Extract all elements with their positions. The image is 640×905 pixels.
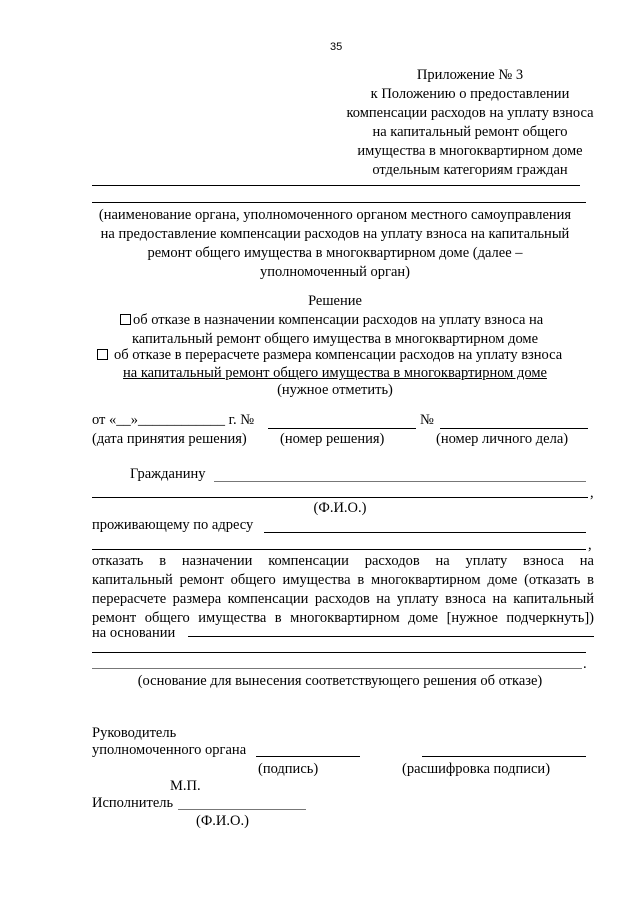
checkbox-icon[interactable] xyxy=(97,349,108,360)
basis-field[interactable] xyxy=(92,668,582,669)
authority-name-line[interactable] xyxy=(92,202,586,203)
fio-caption: (Ф.И.О.) xyxy=(313,500,367,516)
option-text: об отказе в назначении компенсации расходов на уплату взноса на xyxy=(133,312,544,328)
appendix-line: на капитальный ремонт общего xyxy=(372,124,568,140)
period: . xyxy=(583,656,587,672)
decision-date-prefix: от «__»____________ г. № xyxy=(92,412,255,428)
body-text-line: отказать в назначении компенсации расходов на уплату взноса на xyxy=(92,553,594,569)
executor-field[interactable] xyxy=(178,809,306,810)
basis-field[interactable] xyxy=(92,652,586,653)
decision-option-refusal-recalc[interactable] xyxy=(97,346,562,365)
signature-caption: (подпись) xyxy=(258,761,319,777)
date-caption: (дата принятия решения) xyxy=(92,431,247,447)
executor-caption: (Ф.И.О.) xyxy=(196,813,249,829)
basis-field[interactable] xyxy=(188,636,594,637)
stamp-mark: М.П. xyxy=(170,778,201,794)
appendix-title: Приложение № 3 xyxy=(416,67,524,83)
citizen-name-field[interactable] xyxy=(214,481,586,482)
citizen-name-field[interactable] xyxy=(92,497,588,498)
case-caption: (номер личного дела) xyxy=(436,431,569,447)
comma: , xyxy=(590,485,594,501)
authority-caption: уполномоченный орган) xyxy=(260,264,410,280)
decision-number-field[interactable] xyxy=(268,428,416,429)
appendix-line: к Положению о предоставлении xyxy=(370,86,570,102)
option-text: об отказе в перерасчете размера компенсации расходов на уплату взноса xyxy=(114,347,563,363)
comma: , xyxy=(588,537,592,553)
head-label: уполномоченного органа xyxy=(92,742,247,758)
address-field[interactable] xyxy=(264,532,586,533)
checkbox-icon[interactable] xyxy=(120,314,131,325)
head-label: Руководитель xyxy=(92,725,177,741)
decision-option-refusal-grant[interactable] xyxy=(120,311,543,330)
page-number: 35 xyxy=(330,41,343,53)
number-caption: (номер решения) xyxy=(280,431,385,447)
body-text-line: капитальный ремонт общего имущества в многоквартирном доме (отказать в xyxy=(92,572,594,588)
authority-caption: ремонт общего имущества в многоквартирном доме (далее – xyxy=(147,245,523,261)
decision-note: (нужное отметить) xyxy=(277,382,393,398)
decision-title: Решение xyxy=(308,293,362,309)
signature-decode-caption: (расшифровка подписи) xyxy=(402,761,551,777)
basis-label: на основании xyxy=(92,625,176,641)
citizen-label: Гражданину xyxy=(130,466,206,482)
appendix-line: имущества в многоквартирном доме xyxy=(357,143,583,159)
signature-decode-field[interactable] xyxy=(422,756,586,757)
option-text: на капитальный ремонт общего имущества в многоквартирном доме xyxy=(123,365,547,381)
appendix-line: компенсации расходов на уплату взноса xyxy=(346,105,594,121)
body-text-line: перерасчете размера компенсации расходов на уплату взноса на капитальный xyxy=(92,591,594,607)
signature-field[interactable] xyxy=(256,756,360,757)
authority-caption: (наименование органа, уполномоченного органом местного самоуправления xyxy=(98,207,572,223)
case-number-field[interactable] xyxy=(440,428,588,429)
executor-label: Исполнитель xyxy=(92,795,174,811)
authority-caption: на предоставление компенсации расходов на уплату взноса на капитальный xyxy=(100,226,570,242)
address-label: проживающему по адресу xyxy=(92,517,254,533)
number-sign: № xyxy=(420,412,434,428)
appendix-line: отдельным категориям граждан xyxy=(372,162,568,178)
basis-caption: (основание для вынесения соответствующего решения об отказе) xyxy=(137,673,543,689)
option-text: капитальный ремонт общего имущества в многоквартирном доме xyxy=(131,331,539,347)
address-field[interactable] xyxy=(92,549,586,550)
authority-name-line[interactable] xyxy=(92,185,580,186)
body-text-line: ремонт общего имущества в многоквартирном доме [нужное подчеркнуть]) xyxy=(92,610,594,626)
